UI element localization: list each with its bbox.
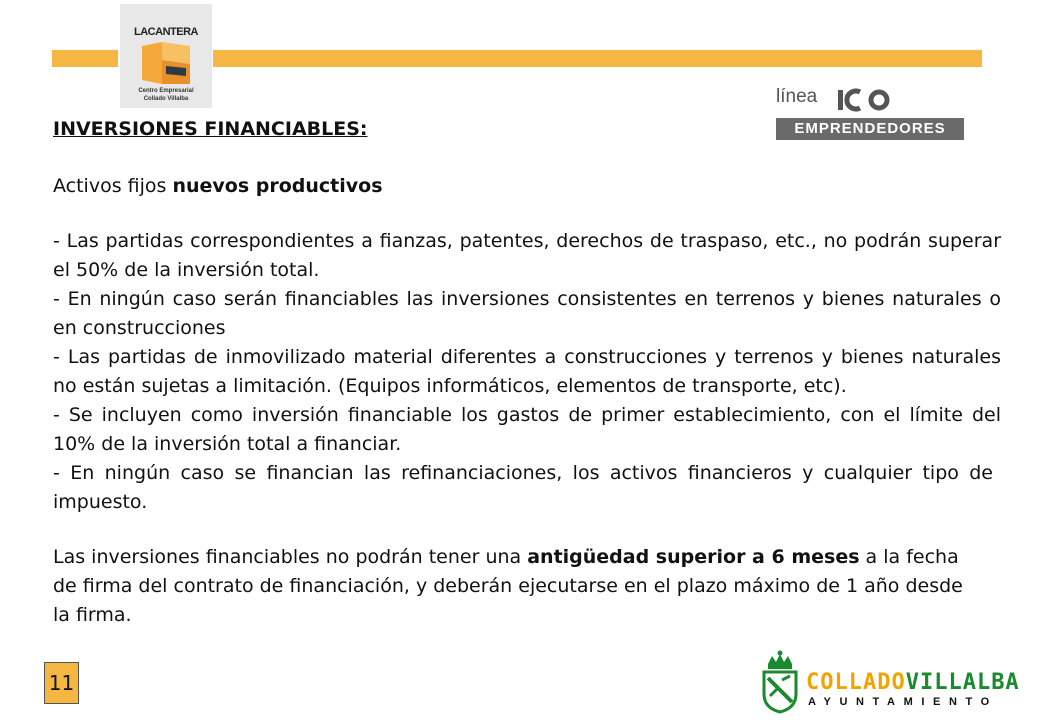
collado-villalba-name-part1: COLLADO [806, 670, 906, 695]
page-title: INVERSIONES FINANCIABLES: [53, 118, 368, 140]
closing-text-before: Las inversiones financiables no podrán tener una [53, 546, 528, 568]
subheading-bold: nuevos productivos [172, 175, 383, 197]
collado-villalba-name-part2: VILLALBA [905, 670, 1020, 695]
collado-villalba-logo [760, 650, 1020, 714]
paragraph-2: - En ningún caso serán financiables las inversiones consistentes en terrenos y bienes naturales o en construcciones [53, 288, 1001, 339]
closing-text-bold: antigüedad superior a 6 meses [527, 546, 860, 568]
main-content [53, 115, 1001, 630]
paragraph-3: - Las partidas de inmovilizado material diferentes a construcciones y terrenos y bienes naturales no están sujetas a limitación. (Equipos informáticos, elementos de transporte, etc). [53, 346, 1001, 397]
lacantera-subtitle-2: Collado Villalba [143, 96, 189, 102]
coat-of-arms-icon [760, 650, 800, 714]
subheading-plain: Activos fijos [53, 175, 173, 197]
lacantera-logo-name: LACANTERA [134, 26, 198, 38]
subheading [53, 172, 1001, 201]
lacantera-mark-icon [142, 42, 190, 84]
header-bar-right [213, 50, 982, 67]
paragraph-1: - Las partidas correspondientes a fianzas, patentes, derechos de traspaso, etc., no podrán superar el 50% de la inversión total. [53, 230, 1001, 281]
linea-ico-top-text: línea [776, 86, 818, 107]
collado-villalba-subtitle: AYUNTAMIENTO [808, 696, 998, 708]
lacantera-logo [120, 4, 212, 108]
ico-mark-icon [836, 84, 896, 114]
lacantera-subtitle-1: Centro Empresarial [138, 88, 194, 94]
closing-paragraph [53, 543, 973, 630]
paragraph-4: - Se incluyen como inversión financiable los gastos de primer establecimiento, con el límite del 10% de la inversión total a financiar. [53, 404, 1001, 455]
linea-ico-bottom-text: EMPRENDEDORES [776, 118, 964, 140]
header-bar-left [52, 50, 118, 67]
page-number: 11 [44, 662, 79, 704]
paragraph-5: - En ningún caso se financian las refinanciaciones, los activos financieros y cualquier tipo de impuesto. [53, 462, 993, 513]
collado-villalba-name [806, 670, 1020, 695]
closing-text-after: a la fecha de firma del contrato de financiación, y deberán ejecutarse en el plazo máximo de 1 año desde la firma. [53, 546, 963, 626]
